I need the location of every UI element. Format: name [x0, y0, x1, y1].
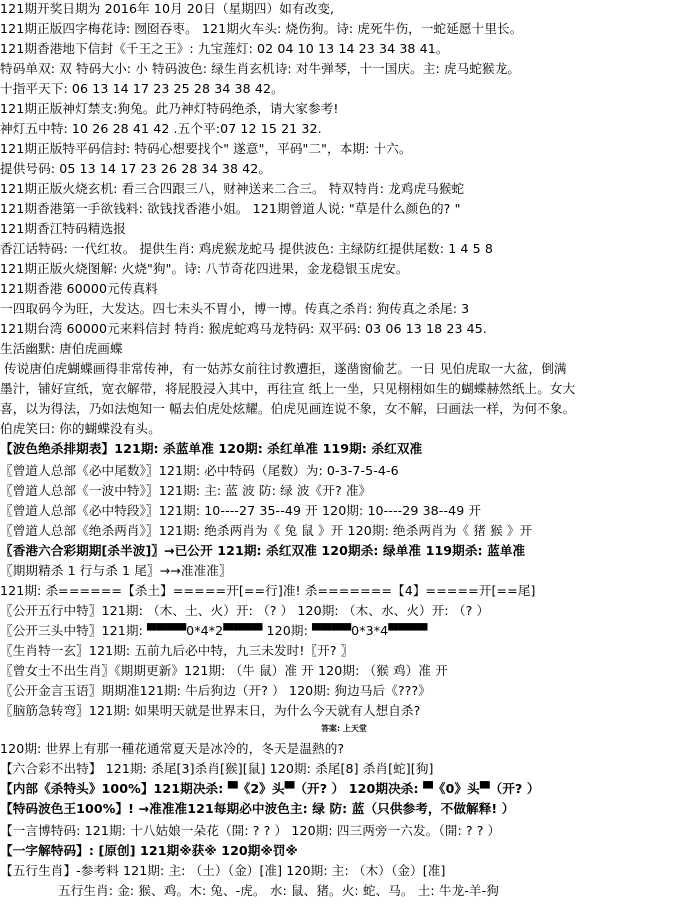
text-line: 121期香江特码精选报 — [0, 221, 126, 236]
text-line: 〖脑筋急转弯〗121期: 如果明天就是世界末日，为什么今天就有人想自杀? — [0, 703, 421, 718]
text-line: 121期正版四字梅花诗: 囫囵吞枣。 121期火车头: 烧伤狗。诗: 虎死牛伤，一蛇延愿十里长。 — [0, 21, 523, 36]
text-line: 〖曾道人总部《必中特段》〗121期: 10----27 35--49 开 120期: 10----29 38--49 开 — [0, 503, 482, 518]
text-line: 特码单双: 双 特码大小: 小 特码波色: 绿生肖玄机诗: 对牛弹琴，十一国庆。主: 虎马蛇猴龙。 — [0, 61, 521, 76]
text-line: 〖公开三头中特〗121期: ▀▀▀▀0*4*2▀▀▀▀ 120期: ▀▀▀▀0*3*4▀▀▀▀ — [0, 623, 428, 638]
story-paragraph-line: 喜，以为得法，乃如法炮知一 幅去伯虎处炫耀。伯虎见画连说不象，女不解，曰画法一样，为何不象。 — [0, 401, 576, 416]
story-paragraph-line: 传说唐伯虎蝴蝶画得非常传神，有一姑苏女前往讨教遭拒，遂凿窗偷艺。一日 见伯虎取一大盆，倒满 — [4, 361, 567, 376]
text-line: 〖公开金言玉语〗期期准121期: 牛后狗边（开? ） 120期: 狗边马后《???》 — [0, 683, 431, 698]
text-line: 121期香港地下信封《千王之王》: 九宝莲灯: 02 04 10 13 14 23 34 38 41。 — [0, 41, 449, 56]
text-line: 【内部《杀特头》100%】121期决杀: ▀《2》头▀（开? ） 120期决杀: ▀《0》头▀（开? ） — [0, 781, 540, 796]
text-line: 〖生肖特一玄〗121期: 五前九后必中特，九三未发时!〖开? 〗 — [0, 643, 354, 658]
text-line: 121期台湾 60000元来料信封 特肖: 猴虎蛇鸡马龙特码: 双平码: 03 06 13 18 23 45. — [0, 321, 487, 336]
text-line: 香江话特码: 一代红妆。 提供生肖: 鸡虎猴龙蛇马 提供波色: 主绿防红提供尾数: 1 4 5 8 — [0, 241, 493, 256]
text-line: 〖曾道人总部《必中尾数》〗121期: 必中特码（尾数）为: 0-3-7-5-4-6 — [0, 463, 399, 478]
text-line: 一四取码今为旺，大发达。四七未头不胃小，博一博。传真之杀肖: 狗传真之杀尾: 3 — [0, 301, 470, 316]
text-line: 【五行生肖】-参考料 121期: 主: （土）（金）[准] 120期: 主: （木）（金）[准] — [0, 863, 446, 878]
text-line: 神灯五中特: 10 26 28 41 42 .五个平:07 12 15 21 32. — [0, 121, 322, 136]
text-line: 〖期期精杀 1 行与杀 1 尾〗→→准准准〗 — [0, 563, 232, 578]
text-line: 【一言博特码: 121期: 十八姑娘一朵花（開: ? ? ） 120期: 四三两旁一六发。（開: ? ? ） — [0, 823, 501, 838]
text-line: 121期开奖日期为 2016年 10月 20日（星期四）如有改变, — [0, 1, 335, 16]
story-paragraph-line: 伯虎笑曰: 你的蝴蝶没有头。 — [0, 421, 161, 436]
text-line: 生活幽默: 唐伯虎画蝶 — [0, 341, 123, 356]
story-paragraph-line: 墨汁，铺好宣纸，宽衣解带，将屁股浸入其中，再往宣 纸上一坐，只见栩栩如生的蝴蝶赫然纸上。女大 — [0, 381, 576, 396]
answer-line: 答案: 上天堂 — [321, 724, 367, 733]
text-line: 〖曾道人总部《绝杀两肖》〗121期: 绝杀两肖为《 兔 鼠 》开 120期: 绝杀两肖为《 猪 猴 》开 — [0, 523, 533, 538]
text-line: 120期: 世界上有那一種花通常夏天是冰冷的，冬天是温熱的? — [0, 741, 345, 756]
text-line: 【六合彩不出特】 121期: 杀尾[3]杀肖[猴][鼠] 120期: 杀尾[8] 杀肖[蛇][狗] — [0, 761, 434, 776]
text-line: 121期香港 60000元传真料 — [0, 281, 158, 296]
text-line: 〖公开五行中特〗121期: （木、土、火）开: （? ） 120期: （木、水、火）开: （? ） — [0, 603, 490, 618]
text-line: 〖曾女士不出生肖〗《期期更新》121期: （牛 鼠）准 开 120期: （猴 鸡）准 开 — [0, 663, 448, 678]
text-line: 121期香港第一手欲钱料: 欲钱找香港小姐。 121期曾道人说: "草是什么颜色的? " — [0, 201, 461, 216]
text-line: 【波色绝杀排期表】121期: 杀蓝单准 120期: 杀红单准 119期: 杀红双准 — [0, 441, 423, 456]
text-line: 〖香港六合彩期期[杀半波]〗→已公开 121期: 杀红双准 120期杀: 绿单准 119期杀: 蓝单准 — [0, 543, 526, 558]
text-line: 121期正版神灯禁支:狗兔。此乃神灯特码绝杀，请大家参考! — [0, 101, 339, 116]
text-line: 121期正版火烧图解: 火烧"狗"。诗: 八节奇花四进果，金龙稳银玉虎安。 — [0, 261, 409, 276]
text-line: 【一字解特码】: [原创] 121期※获※ 120期※罚※ — [0, 843, 298, 858]
text-line: 121期: 杀======【杀土】=====开[==行]准! 杀=======【4】=====开[==尾] — [0, 583, 536, 598]
text-line: 121期正版特平码信封: 特码心想要找个" 遂意"，平码"二"，本期: 十六。 — [0, 141, 412, 156]
text-line: 〖曾道人总部《一波中特》〗121期: 主: 蓝 波 防: 绿 波《开? 准》 — [0, 483, 372, 498]
text-line: 提供号码: 05 13 14 17 23 26 28 34 38 42。 — [0, 161, 272, 176]
text-line: 五行生肖: 金: 猴、鸡。木: 兔、-虎。 水: 鼠、猪。火: 蛇、马。 土: 牛龙-羊-狗 — [58, 883, 499, 898]
text-line: 【特码波色王100%】! →准准准121每期必中波色主: 绿 防: 蓝（只供参考，不做解释! ） — [0, 801, 515, 816]
text-line: 121期正版火烧玄机: 看三合四跟三八，财神送来二合三。 特双特肖: 龙鸡虎马猴蛇 — [0, 181, 465, 196]
text-line: 十指平天下: 06 13 14 17 23 25 28 34 38 42。 — [0, 81, 284, 96]
